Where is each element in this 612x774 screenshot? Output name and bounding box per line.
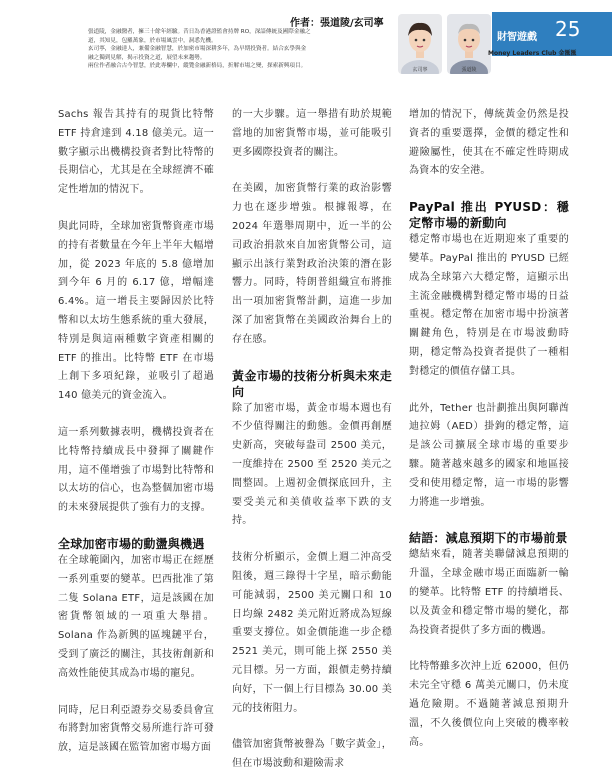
paragraph: 總結來看，隨著美聯儲減息預期的升溫，全球金融市場正面臨新一輪的變革。比特幣 ETF 的持續增長、以及黃金和穩定幣市場的變化，都為投資者提供了多方面的機遇。	[409, 549, 569, 636]
section-heading: PayPal 推出 PYUSD：穩定幣市場的新動向	[409, 200, 569, 231]
bio-line: 玄司寧，金融達人，兼備金融智慧，於加密市場深耕多年，為早期投資者。結合玄學與金	[88, 46, 307, 53]
paragraph: 技術分析顯示，金價上週二沖高受阻後，週三錄得十字星，暗示動能可能減弱，2500 美元關口和 10 日均線 2482 美元附近將成為短線重要支撐位。如金價能進一步企穩 2521 美元，則可能上探 2550 美元目標。另一方面，銀價走勢持續向好，下一個上行目標為 30.00 美元的技術阻力。	[232, 552, 392, 714]
avatar-illustration-icon	[398, 14, 442, 74]
author-avatar-zhang	[447, 14, 491, 74]
bio-line: 道，其知見，包羅萬象，於市場風雲中，洞悉先機。	[88, 37, 217, 44]
paragraph: 這一系列數據表明，機構投資者在比特幣持續成長中發揮了關鍵作用，這不僅增強了市場對比特幣和以太坊的信心，也為整個加密市場的未來發展提供了強有力的支撐。	[58, 426, 214, 514]
paragraph: 與此同時，全球加密貨幣資產市場的持有者數量在今年上半年大幅增加，從 2023 年底的 5.8 億增加到今年 6 月的 6.17 億，增幅達 6.4%。這一增長主要歸因於比特幣和以太坊生態系統的重大發展，特別是與這兩種數字資產相關的 ETF 的推出。比特幣 ETF 在市場上創下多項紀錄，並吸引了超過 140 億美元的資金流入。	[58, 220, 214, 402]
author-avatar-xuan	[398, 14, 442, 74]
paragraph: 比特幣雖多次沖上近 62000，但仍未完全守穩 6 萬美元關口，仍未度過危險期。不過隨著減息預期升溫，不久後價位向上突破的機率較高。	[409, 661, 569, 748]
article-column-2	[232, 106, 392, 774]
author-line: 作者：張道陵/玄司寧	[290, 18, 384, 29]
section-title: 財智遊戲	[497, 32, 537, 43]
page-number: 25	[555, 17, 581, 41]
club-name: Money Leaders Club 金匯匯	[488, 50, 577, 57]
paragraph: 穩定幣市場也在近期迎來了重要的變革。PayPal 推出的 PYUSD 已經成為全球第六大穩定幣，這顯示出主流金融機構對穩定幣市場的日益重視。穩定幣在加密市場中扮演著關鍵角色，特別是在市場波動時期，穩定幣為投資者提供了一種相對穩定的價值存儲工具。	[409, 234, 569, 377]
paragraph: 儘管加密貨幣被譽為「數字黃金」，但在市場波動和避險需求	[232, 739, 392, 770]
avatar-illustration-icon	[447, 14, 491, 74]
section-heading: 全球加密市場的動盪與機遇	[58, 536, 205, 551]
paragraph: 的一大步驟。這一舉措有助於規範當地的加密貨幣市場，並可能吸引更多國際投資者的關注。	[232, 109, 392, 158]
paragraph: 增加的情況下，傳統黃金仍然是投資者的重要選擇，金價的穩定性和避險屬性，使其在不確定性時期成為資本的安全港。	[409, 109, 569, 177]
page-header	[0, 0, 612, 92]
paragraph: 此外，Tether 也計劃推出與阿聯酋迪拉姆（AED）掛鉤的穩定幣，這是該公司擴展全球市場的重要步驟。隨著越來越多的國家和地區接受和使用穩定幣，這一市場的影響力將進一步增強。	[409, 402, 569, 508]
section-heading: 結語：減息預期下的市場前景	[409, 531, 568, 546]
article-column-3	[409, 106, 569, 752]
paragraph: 同時，尼日利亞證券交易委員會宣布將對加密貨幣交易所進行許可發放，這是該國在監管加密市場方面	[58, 704, 214, 754]
paragraph: 在全球範圍內，加密市場正在經歷一系列重要的變革。巴西批准了第二隻 Solana ETF，這是該國在加密貨幣領域的一項重大舉措。Solana 作為新興的區塊鏈平台，受到了廣泛的關注，其技術創新和高效性能使其成為市場的寵兒。	[58, 554, 214, 679]
paragraph: 在美國，加密貨幣行業的政治影響力也在逐步增強。根據報導，在 2024 年選舉周期中，近一半的公司政治捐款來自加密貨幣公司，這顯示出該行業對政治決策的潛在影響力。同時，特朗普組織宣布將推出一項加密貨幣計劃，這進一步加深了加密貨幣在美國政治舞台上的存在感。	[232, 183, 392, 345]
paragraph: 除了加密市場，黃金市場本週也有不少值得關注的動態。金價再創歷史新高，突破每盎司 2500 美元，一度維持在 2500 至 2520 美元之間整固。上週初金價探底回升，主要受美元和美債收益率下跌的支持。	[232, 402, 392, 527]
article-column-1	[58, 106, 214, 758]
paragraph: Sachs 報告其持有的現貨比特幣 ETF 持倉達到 4.18 億美元。這一數字顯示出機構投資者對比特幣的長期信心，尤其是在全球經濟不確定性增加的情況下。	[58, 109, 214, 196]
author-bio	[88, 28, 388, 71]
bio-line: 兩位作者融合古今智慧，於此專欄中，縱覽金融新格局，折解市場之變，探索新興項目。	[88, 63, 307, 70]
avatar-caption: 玄司寧	[412, 67, 428, 73]
section-heading: 黃金市場的技術分析與未來走向	[232, 368, 392, 399]
avatar-caption: 張道陵	[461, 67, 477, 73]
bio-line: 融之獨到見解，揭示投資之道，展望未來趨勢。	[88, 54, 206, 61]
bio-line: 張道陵，金融醫者，擁三十餘年經驗。昔日為香港證監會持牌 RO，深諳傳統及國際金融之	[88, 29, 311, 35]
